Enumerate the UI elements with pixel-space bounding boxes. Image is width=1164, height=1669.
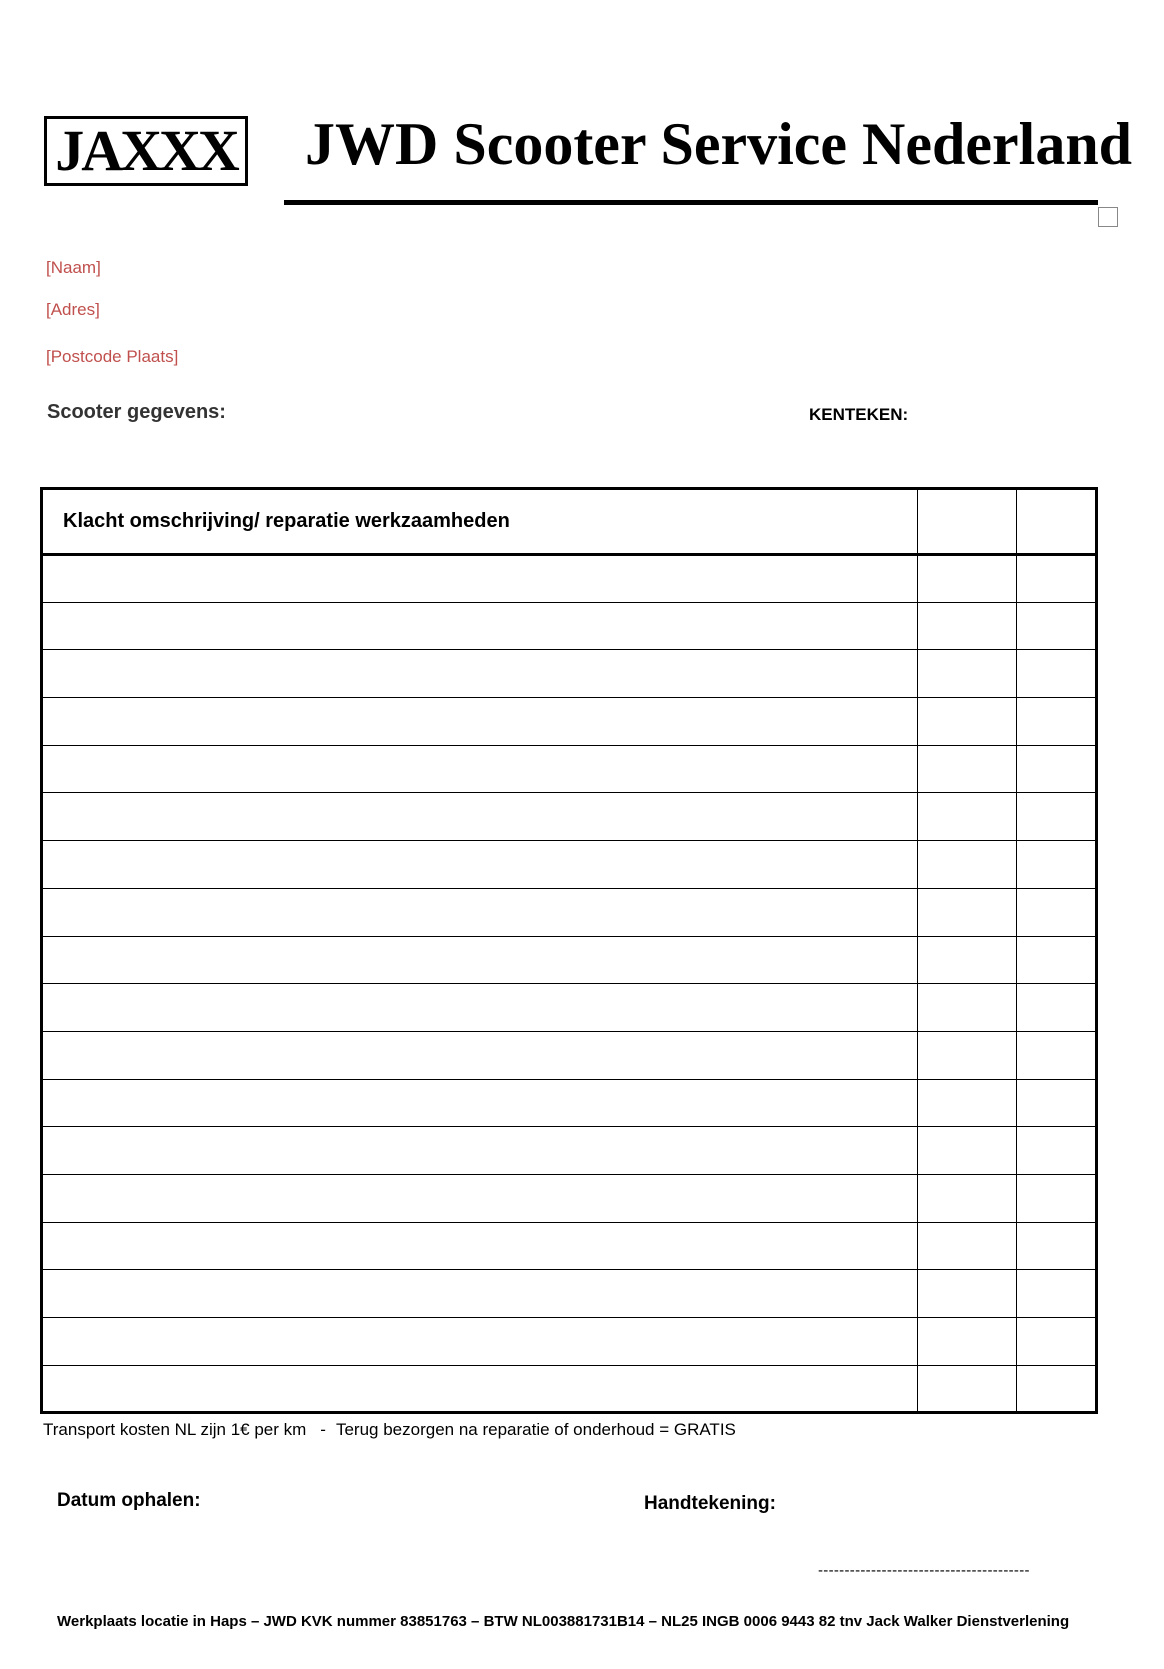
logo-text: JAXXX (55, 118, 237, 183)
column-2-cell[interactable] (918, 1270, 1017, 1318)
column-2-cell[interactable] (918, 1031, 1017, 1079)
column-2-cell[interactable] (918, 602, 1017, 650)
column-2-cell[interactable] (918, 1127, 1017, 1175)
table-row (42, 698, 1097, 746)
column-3-cell[interactable] (1017, 1365, 1097, 1413)
column-3-cell[interactable] (1017, 1174, 1097, 1222)
table-row (42, 745, 1097, 793)
table-row (42, 888, 1097, 936)
description-cell[interactable] (42, 745, 918, 793)
description-cell[interactable] (42, 841, 918, 889)
column-2-cell[interactable] (918, 793, 1017, 841)
column-3-cell[interactable] (1017, 1270, 1097, 1318)
column-3-cell[interactable] (1017, 1031, 1097, 1079)
column-3-cell[interactable] (1017, 984, 1097, 1032)
signature-label: Handtekening: (644, 1493, 776, 1514)
table-row (42, 1365, 1097, 1413)
description-cell[interactable] (42, 984, 918, 1032)
table-row (42, 1127, 1097, 1175)
column-3-cell[interactable] (1017, 602, 1097, 650)
description-cell[interactable] (42, 650, 918, 698)
column-2-cell[interactable] (918, 555, 1017, 603)
description-cell[interactable] (42, 602, 918, 650)
table-row (42, 984, 1097, 1032)
name-field[interactable]: [Naam] (46, 258, 101, 277)
note-separator: - (320, 1420, 326, 1439)
description-cell[interactable] (42, 1318, 918, 1366)
company-footer: Werkplaats locatie in Haps – JWD KVK nummer 83851763 – BTW NL003881731B14 – NL25 INGB 0006 9443 82 tnv Jack Walker Dienstverlening (57, 1613, 1070, 1630)
transport-cost-text: Transport kosten NL zijn 1€ per km (43, 1420, 307, 1439)
complaint-description-header: Klacht omschrijving/ reparatie werkzaamheden (42, 489, 918, 555)
repair-table (40, 487, 1098, 1414)
scooter-details-label: Scooter gegevens: (47, 401, 226, 423)
table-row (42, 602, 1097, 650)
description-cell[interactable] (42, 1079, 918, 1127)
column-2-cell[interactable] (918, 650, 1017, 698)
table-row (42, 1222, 1097, 1270)
column-3-cell[interactable] (1017, 888, 1097, 936)
table-row (42, 650, 1097, 698)
table-row (42, 841, 1097, 889)
description-cell[interactable] (42, 1031, 918, 1079)
column-2-cell[interactable] (918, 745, 1017, 793)
column-3-header (1017, 489, 1097, 555)
checkbox[interactable] (1098, 207, 1118, 227)
column-2-cell[interactable] (918, 1174, 1017, 1222)
description-cell[interactable] (42, 1270, 918, 1318)
column-3-cell[interactable] (1017, 1079, 1097, 1127)
description-cell[interactable] (42, 936, 918, 984)
column-3-cell[interactable] (1017, 745, 1097, 793)
column-3-cell[interactable] (1017, 555, 1097, 603)
license-plate-label: KENTEKEN: (809, 405, 909, 424)
table-row (42, 1270, 1097, 1318)
pickup-date-label: Datum ophalen: (57, 1490, 201, 1511)
title-underline (284, 200, 1098, 205)
signature-line[interactable]: ---------------------------------------- (818, 1562, 1030, 1579)
column-3-cell[interactable] (1017, 1318, 1097, 1366)
column-2-cell[interactable] (918, 1079, 1017, 1127)
description-cell[interactable] (42, 1365, 918, 1413)
transport-note (43, 1420, 736, 1440)
table-row (42, 1079, 1097, 1127)
return-delivery-text: Terug bezorgen na reparatie of onderhoud = GRATIS (335, 1420, 736, 1439)
table-row (42, 1318, 1097, 1366)
description-cell[interactable] (42, 888, 918, 936)
table-row (42, 793, 1097, 841)
column-2-cell[interactable] (918, 1222, 1017, 1270)
column-2-cell[interactable] (918, 888, 1017, 936)
table-row (42, 936, 1097, 984)
description-cell[interactable] (42, 793, 918, 841)
address-field[interactable]: [Adres] (46, 300, 100, 319)
column-3-cell[interactable] (1017, 1127, 1097, 1175)
column-2-cell[interactable] (918, 936, 1017, 984)
column-3-cell[interactable] (1017, 936, 1097, 984)
page-title: JWD Scooter Service Nederland (305, 111, 1133, 177)
description-cell[interactable] (42, 1127, 918, 1175)
description-cell[interactable] (42, 1174, 918, 1222)
column-3-cell[interactable] (1017, 650, 1097, 698)
description-cell[interactable] (42, 555, 918, 603)
column-3-cell[interactable] (1017, 698, 1097, 746)
company-logo (44, 116, 248, 186)
table-row (42, 555, 1097, 603)
description-cell[interactable] (42, 698, 918, 746)
table-row (42, 1174, 1097, 1222)
column-2-cell[interactable] (918, 984, 1017, 1032)
description-cell[interactable] (42, 1222, 918, 1270)
postcode-field[interactable]: [Postcode Plaats] (46, 347, 179, 366)
column-3-cell[interactable] (1017, 1222, 1097, 1270)
column-2-cell[interactable] (918, 1365, 1017, 1413)
table-row (42, 1031, 1097, 1079)
column-3-cell[interactable] (1017, 793, 1097, 841)
column-2-cell[interactable] (918, 698, 1017, 746)
column-2-header (918, 489, 1017, 555)
table-header-row (42, 489, 1097, 555)
column-2-cell[interactable] (918, 1318, 1017, 1366)
column-2-cell[interactable] (918, 841, 1017, 889)
column-3-cell[interactable] (1017, 841, 1097, 889)
